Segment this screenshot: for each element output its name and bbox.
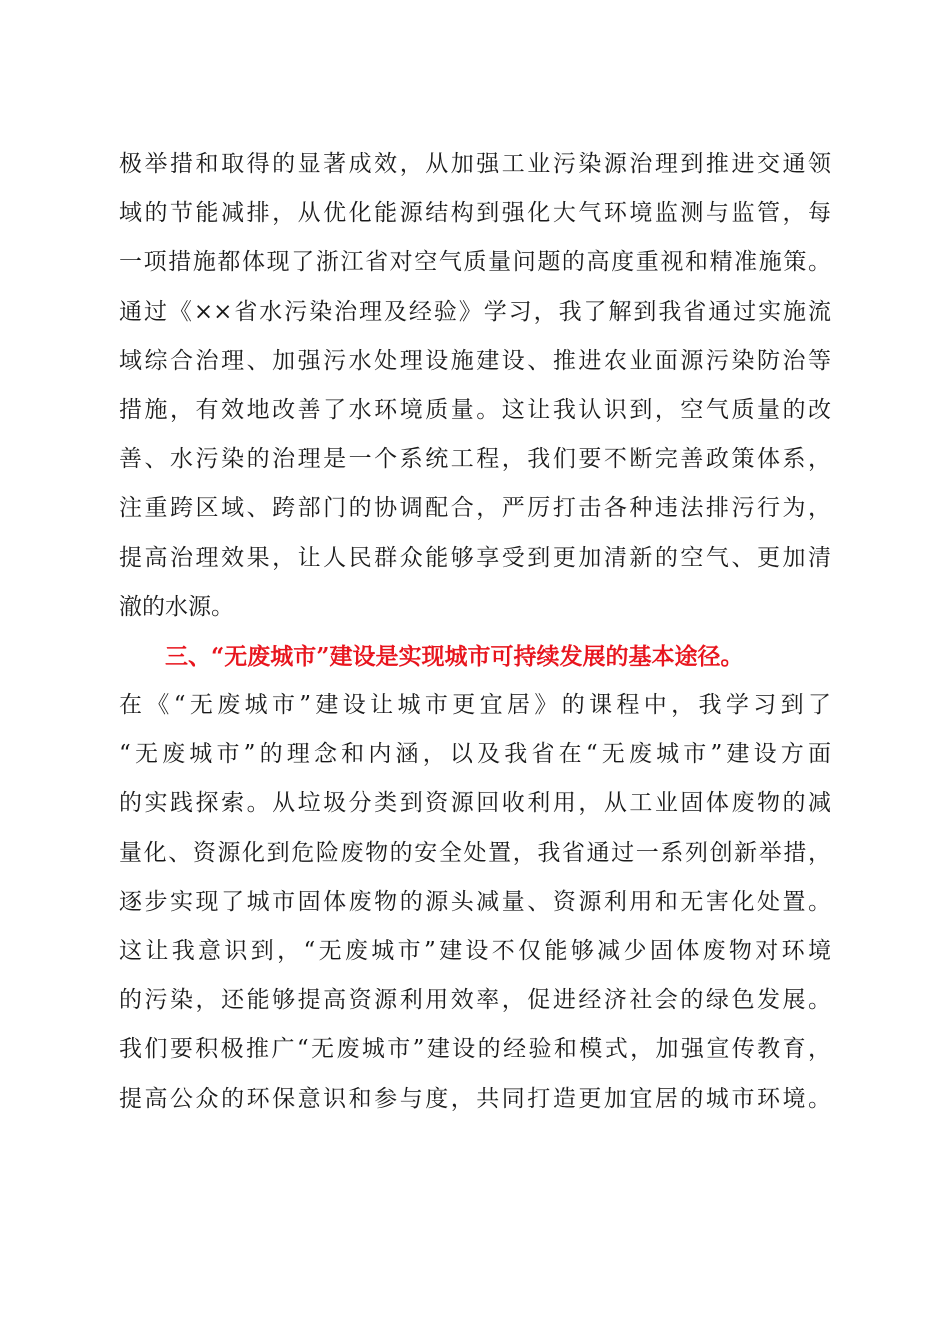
paragraph-line: 注重跨区域、跨部门的协调配合，严厉打击各种违法排污行为， xyxy=(119,495,831,522)
paragraph-line: 我们要积极推广“无废城市”建设的经验和模式，加强宣传教育， xyxy=(119,1036,831,1063)
paragraph-line: 逐步实现了城市固体废物的源头减量、资源利用和无害化处置。 xyxy=(119,888,831,915)
paragraph-line: 措施，有效地改善了水环境质量。这让我认识到，空气质量的改 xyxy=(119,396,831,423)
paragraph-line: 的实践探索。从垃圾分类到资源回收利用，从工业固体废物的减 xyxy=(119,790,831,817)
paragraph-line: 通过《××省水污染治理及经验》学习，我了解到我省通过实施流 xyxy=(119,298,831,325)
paragraph-line: 域的节能减排，从优化能源结构到强化大气环境监测与监管，每 xyxy=(119,200,831,227)
paragraph-line: 提高公众的环保意识和参与度，共同打造更加宜居的城市环境。 xyxy=(119,1085,831,1112)
paragraph-line: 一项措施都体现了浙江省对空气质量问题的高度重视和精准施策。 xyxy=(119,249,831,276)
paragraph-line: 域综合治理、加强污水处理设施建设、推进农业面源污染防治等 xyxy=(119,347,831,374)
section-three xyxy=(119,632,831,1124)
paragraph-line: 澈的水源。 xyxy=(119,593,234,620)
paragraph-continuation xyxy=(119,140,831,632)
paragraph-line: 量化、资源化到危险废物的安全处置，我省通过一系列创新举措， xyxy=(119,839,831,866)
paragraph-line: 极举措和取得的显著成效，从加强工业污染源治理到推进交通领 xyxy=(119,151,831,177)
section-heading: 三、“无废城市”建设是实现城市可持续发展的基本途径。 xyxy=(165,642,744,670)
paragraph-line: 善、水污染的治理是一个系统工程，我们要不断完善政策体系， xyxy=(119,446,831,473)
paragraph-line: 这让我意识到，“无废城市”建设不仅能够减少固体废物对环境 xyxy=(119,938,831,964)
paragraph-line: 的污染，还能够提高资源利用效率，促进经济社会的绿色发展。 xyxy=(119,987,831,1014)
paragraph-line: 提高治理效果，让人民群众能够享受到更加清新的空气、更加清 xyxy=(119,544,831,571)
paragraph-line: 在《“无废城市”建设让城市更宜居》的课程中，我学习到了 xyxy=(119,692,831,719)
document-body xyxy=(119,140,831,1124)
paragraph-line: “无废城市”的理念和内涵，以及我省在“无废城市”建设方面 xyxy=(119,741,831,768)
